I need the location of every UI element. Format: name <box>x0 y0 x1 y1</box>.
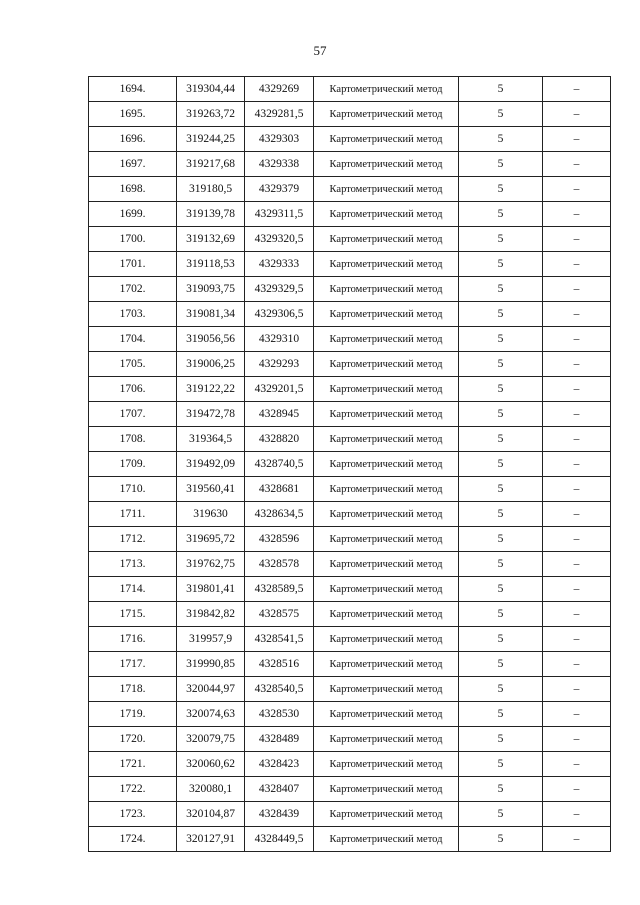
table-row <box>89 452 611 477</box>
accuracy-cell: 5 <box>459 552 543 577</box>
point-number-cell: 1704. <box>89 327 177 352</box>
y-coordinate-cell: 4328407 <box>245 777 314 802</box>
note-cell: – <box>543 227 611 252</box>
table-row <box>89 427 611 452</box>
method-cell: Картометрический метод <box>314 777 459 802</box>
x-coordinate-cell: 319081,34 <box>177 302 245 327</box>
method-cell: Картометрический метод <box>314 652 459 677</box>
point-number-cell: 1697. <box>89 152 177 177</box>
table-row <box>89 627 611 652</box>
x-coordinate-cell: 319762,75 <box>177 552 245 577</box>
table-row <box>89 702 611 727</box>
coordinates-table <box>88 76 611 852</box>
accuracy-cell: 5 <box>459 77 543 102</box>
accuracy-cell: 5 <box>459 402 543 427</box>
x-coordinate-cell: 319122,22 <box>177 377 245 402</box>
table-row <box>89 677 611 702</box>
method-cell: Картометрический метод <box>314 177 459 202</box>
note-cell: – <box>543 377 611 402</box>
x-coordinate-cell: 320127,91 <box>177 827 245 852</box>
y-coordinate-cell: 4329311,5 <box>245 202 314 227</box>
table-row <box>89 752 611 777</box>
x-coordinate-cell: 319056,56 <box>177 327 245 352</box>
x-coordinate-cell: 319093,75 <box>177 277 245 302</box>
point-number-cell: 1694. <box>89 77 177 102</box>
accuracy-cell: 5 <box>459 702 543 727</box>
method-cell: Картометрический метод <box>314 527 459 552</box>
y-coordinate-cell: 4328530 <box>245 702 314 727</box>
table-row <box>89 777 611 802</box>
x-coordinate-cell: 319842,82 <box>177 602 245 627</box>
note-cell: – <box>543 727 611 752</box>
y-coordinate-cell: 4328489 <box>245 727 314 752</box>
point-number-cell: 1708. <box>89 427 177 452</box>
y-coordinate-cell: 4328449,5 <box>245 827 314 852</box>
point-number-cell: 1699. <box>89 202 177 227</box>
x-coordinate-cell: 320080,1 <box>177 777 245 802</box>
accuracy-cell: 5 <box>459 252 543 277</box>
page-number: 57 <box>313 43 327 58</box>
y-coordinate-cell: 4329269 <box>245 77 314 102</box>
x-coordinate-cell: 320044,97 <box>177 677 245 702</box>
accuracy-cell: 5 <box>459 477 543 502</box>
point-number-cell: 1712. <box>89 527 177 552</box>
table-row <box>89 602 611 627</box>
x-coordinate-cell: 320079,75 <box>177 727 245 752</box>
note-cell: – <box>543 552 611 577</box>
y-coordinate-cell: 4328516 <box>245 652 314 677</box>
note-cell: – <box>543 102 611 127</box>
y-coordinate-cell: 4328540,5 <box>245 677 314 702</box>
method-cell: Картометрический метод <box>314 727 459 752</box>
point-number-cell: 1714. <box>89 577 177 602</box>
table-row <box>89 177 611 202</box>
accuracy-cell: 5 <box>459 427 543 452</box>
x-coordinate-cell: 319180,5 <box>177 177 245 202</box>
note-cell: – <box>543 177 611 202</box>
method-cell: Картометрический метод <box>314 202 459 227</box>
table-row <box>89 202 611 227</box>
table-row <box>89 552 611 577</box>
method-cell: Картометрический метод <box>314 752 459 777</box>
method-cell: Картометрический метод <box>314 502 459 527</box>
method-cell: Картометрический метод <box>314 127 459 152</box>
table-row <box>89 652 611 677</box>
method-cell: Картометрический метод <box>314 627 459 652</box>
point-number-cell: 1709. <box>89 452 177 477</box>
point-number-cell: 1722. <box>89 777 177 802</box>
y-coordinate-cell: 4329320,5 <box>245 227 314 252</box>
y-coordinate-cell: 4329338 <box>245 152 314 177</box>
accuracy-cell: 5 <box>459 727 543 752</box>
method-cell: Картометрический метод <box>314 227 459 252</box>
accuracy-cell: 5 <box>459 327 543 352</box>
method-cell: Картометрический метод <box>314 677 459 702</box>
accuracy-cell: 5 <box>459 152 543 177</box>
y-coordinate-cell: 4329329,5 <box>245 277 314 302</box>
x-coordinate-cell: 319006,25 <box>177 352 245 377</box>
accuracy-cell: 5 <box>459 302 543 327</box>
point-number-cell: 1702. <box>89 277 177 302</box>
y-coordinate-cell: 4328681 <box>245 477 314 502</box>
table-row <box>89 327 611 352</box>
note-cell: – <box>543 502 611 527</box>
note-cell: – <box>543 602 611 627</box>
note-cell: – <box>543 477 611 502</box>
method-cell: Картометрический метод <box>314 102 459 127</box>
x-coordinate-cell: 319244,25 <box>177 127 245 152</box>
accuracy-cell: 5 <box>459 277 543 302</box>
note-cell: – <box>543 527 611 552</box>
note-cell: – <box>543 352 611 377</box>
note-cell: – <box>543 327 611 352</box>
table-row <box>89 227 611 252</box>
x-coordinate-cell: 319118,53 <box>177 252 245 277</box>
y-coordinate-cell: 4328439 <box>245 802 314 827</box>
point-number-cell: 1721. <box>89 752 177 777</box>
y-coordinate-cell: 4329306,5 <box>245 302 314 327</box>
method-cell: Картометрический метод <box>314 302 459 327</box>
accuracy-cell: 5 <box>459 827 543 852</box>
table-row <box>89 102 611 127</box>
accuracy-cell: 5 <box>459 677 543 702</box>
method-cell: Картометрический метод <box>314 827 459 852</box>
accuracy-cell: 5 <box>459 202 543 227</box>
table-row <box>89 277 611 302</box>
x-coordinate-cell: 320060,62 <box>177 752 245 777</box>
y-coordinate-cell: 4329201,5 <box>245 377 314 402</box>
y-coordinate-cell: 4328541,5 <box>245 627 314 652</box>
method-cell: Картометрический метод <box>314 477 459 502</box>
point-number-cell: 1695. <box>89 102 177 127</box>
method-cell: Картометрический метод <box>314 552 459 577</box>
x-coordinate-cell: 319364,5 <box>177 427 245 452</box>
note-cell: – <box>543 577 611 602</box>
accuracy-cell: 5 <box>459 352 543 377</box>
table-row <box>89 727 611 752</box>
x-coordinate-cell: 319139,78 <box>177 202 245 227</box>
table-row <box>89 352 611 377</box>
table-row <box>89 802 611 827</box>
point-number-cell: 1701. <box>89 252 177 277</box>
x-coordinate-cell: 319263,72 <box>177 102 245 127</box>
table-row <box>89 477 611 502</box>
point-number-cell: 1711. <box>89 502 177 527</box>
table-row <box>89 577 611 602</box>
table-row <box>89 527 611 552</box>
accuracy-cell: 5 <box>459 227 543 252</box>
y-coordinate-cell: 4328596 <box>245 527 314 552</box>
accuracy-cell: 5 <box>459 527 543 552</box>
note-cell: – <box>543 152 611 177</box>
method-cell: Картометрический метод <box>314 327 459 352</box>
y-coordinate-cell: 4328740,5 <box>245 452 314 477</box>
point-number-cell: 1696. <box>89 127 177 152</box>
note-cell: – <box>543 677 611 702</box>
point-number-cell: 1715. <box>89 602 177 627</box>
method-cell: Картометрический метод <box>314 802 459 827</box>
point-number-cell: 1719. <box>89 702 177 727</box>
point-number-cell: 1713. <box>89 552 177 577</box>
x-coordinate-cell: 319304,44 <box>177 77 245 102</box>
note-cell: – <box>543 452 611 477</box>
point-number-cell: 1707. <box>89 402 177 427</box>
method-cell: Картометрический метод <box>314 602 459 627</box>
method-cell: Картометрический метод <box>314 77 459 102</box>
table-row <box>89 377 611 402</box>
table-row <box>89 402 611 427</box>
y-coordinate-cell: 4329293 <box>245 352 314 377</box>
y-coordinate-cell: 4328578 <box>245 552 314 577</box>
method-cell: Картометрический метод <box>314 252 459 277</box>
y-coordinate-cell: 4328589,5 <box>245 577 314 602</box>
y-coordinate-cell: 4328575 <box>245 602 314 627</box>
y-coordinate-cell: 4328423 <box>245 752 314 777</box>
point-number-cell: 1716. <box>89 627 177 652</box>
point-number-cell: 1720. <box>89 727 177 752</box>
note-cell: – <box>543 202 611 227</box>
method-cell: Картометрический метод <box>314 427 459 452</box>
accuracy-cell: 5 <box>459 102 543 127</box>
note-cell: – <box>543 777 611 802</box>
table-row <box>89 127 611 152</box>
method-cell: Картометрический метод <box>314 352 459 377</box>
point-number-cell: 1710. <box>89 477 177 502</box>
x-coordinate-cell: 319132,69 <box>177 227 245 252</box>
note-cell: – <box>543 427 611 452</box>
method-cell: Картометрический метод <box>314 152 459 177</box>
method-cell: Картометрический метод <box>314 377 459 402</box>
x-coordinate-cell: 319801,41 <box>177 577 245 602</box>
x-coordinate-cell: 320074,63 <box>177 702 245 727</box>
x-coordinate-cell: 319217,68 <box>177 152 245 177</box>
accuracy-cell: 5 <box>459 627 543 652</box>
note-cell: – <box>543 277 611 302</box>
method-cell: Картометрический метод <box>314 277 459 302</box>
point-number-cell: 1705. <box>89 352 177 377</box>
method-cell: Картометрический метод <box>314 577 459 602</box>
point-number-cell: 1706. <box>89 377 177 402</box>
x-coordinate-cell: 319957,9 <box>177 627 245 652</box>
accuracy-cell: 5 <box>459 752 543 777</box>
x-coordinate-cell: 319560,41 <box>177 477 245 502</box>
method-cell: Картометрический метод <box>314 452 459 477</box>
point-number-cell: 1724. <box>89 827 177 852</box>
note-cell: – <box>543 77 611 102</box>
accuracy-cell: 5 <box>459 602 543 627</box>
point-number-cell: 1700. <box>89 227 177 252</box>
note-cell: – <box>543 827 611 852</box>
method-cell: Картометрический метод <box>314 402 459 427</box>
method-cell: Картометрический метод <box>314 702 459 727</box>
accuracy-cell: 5 <box>459 777 543 802</box>
x-coordinate-cell: 319990,85 <box>177 652 245 677</box>
y-coordinate-cell: 4328634,5 <box>245 502 314 527</box>
accuracy-cell: 5 <box>459 802 543 827</box>
note-cell: – <box>543 702 611 727</box>
x-coordinate-cell: 319695,72 <box>177 527 245 552</box>
note-cell: – <box>543 627 611 652</box>
x-coordinate-cell: 319630 <box>177 502 245 527</box>
point-number-cell: 1717. <box>89 652 177 677</box>
note-cell: – <box>543 802 611 827</box>
table-row <box>89 252 611 277</box>
point-number-cell: 1718. <box>89 677 177 702</box>
y-coordinate-cell: 4329310 <box>245 327 314 352</box>
x-coordinate-cell: 320104,87 <box>177 802 245 827</box>
accuracy-cell: 5 <box>459 177 543 202</box>
note-cell: – <box>543 302 611 327</box>
table-row <box>89 827 611 852</box>
point-number-cell: 1698. <box>89 177 177 202</box>
point-number-cell: 1723. <box>89 802 177 827</box>
table-row <box>89 77 611 102</box>
accuracy-cell: 5 <box>459 127 543 152</box>
note-cell: – <box>543 252 611 277</box>
y-coordinate-cell: 4329281,5 <box>245 102 314 127</box>
note-cell: – <box>543 402 611 427</box>
table-row <box>89 302 611 327</box>
note-cell: – <box>543 652 611 677</box>
x-coordinate-cell: 319492,09 <box>177 452 245 477</box>
table-row <box>89 502 611 527</box>
accuracy-cell: 5 <box>459 652 543 677</box>
y-coordinate-cell: 4329303 <box>245 127 314 152</box>
y-coordinate-cell: 4328820 <box>245 427 314 452</box>
point-number-cell: 1703. <box>89 302 177 327</box>
y-coordinate-cell: 4329379 <box>245 177 314 202</box>
note-cell: – <box>543 752 611 777</box>
y-coordinate-cell: 4329333 <box>245 252 314 277</box>
accuracy-cell: 5 <box>459 452 543 477</box>
table-row <box>89 152 611 177</box>
note-cell: – <box>543 127 611 152</box>
accuracy-cell: 5 <box>459 377 543 402</box>
coordinates-table-body <box>89 77 611 852</box>
y-coordinate-cell: 4328945 <box>245 402 314 427</box>
x-coordinate-cell: 319472,78 <box>177 402 245 427</box>
accuracy-cell: 5 <box>459 502 543 527</box>
accuracy-cell: 5 <box>459 577 543 602</box>
